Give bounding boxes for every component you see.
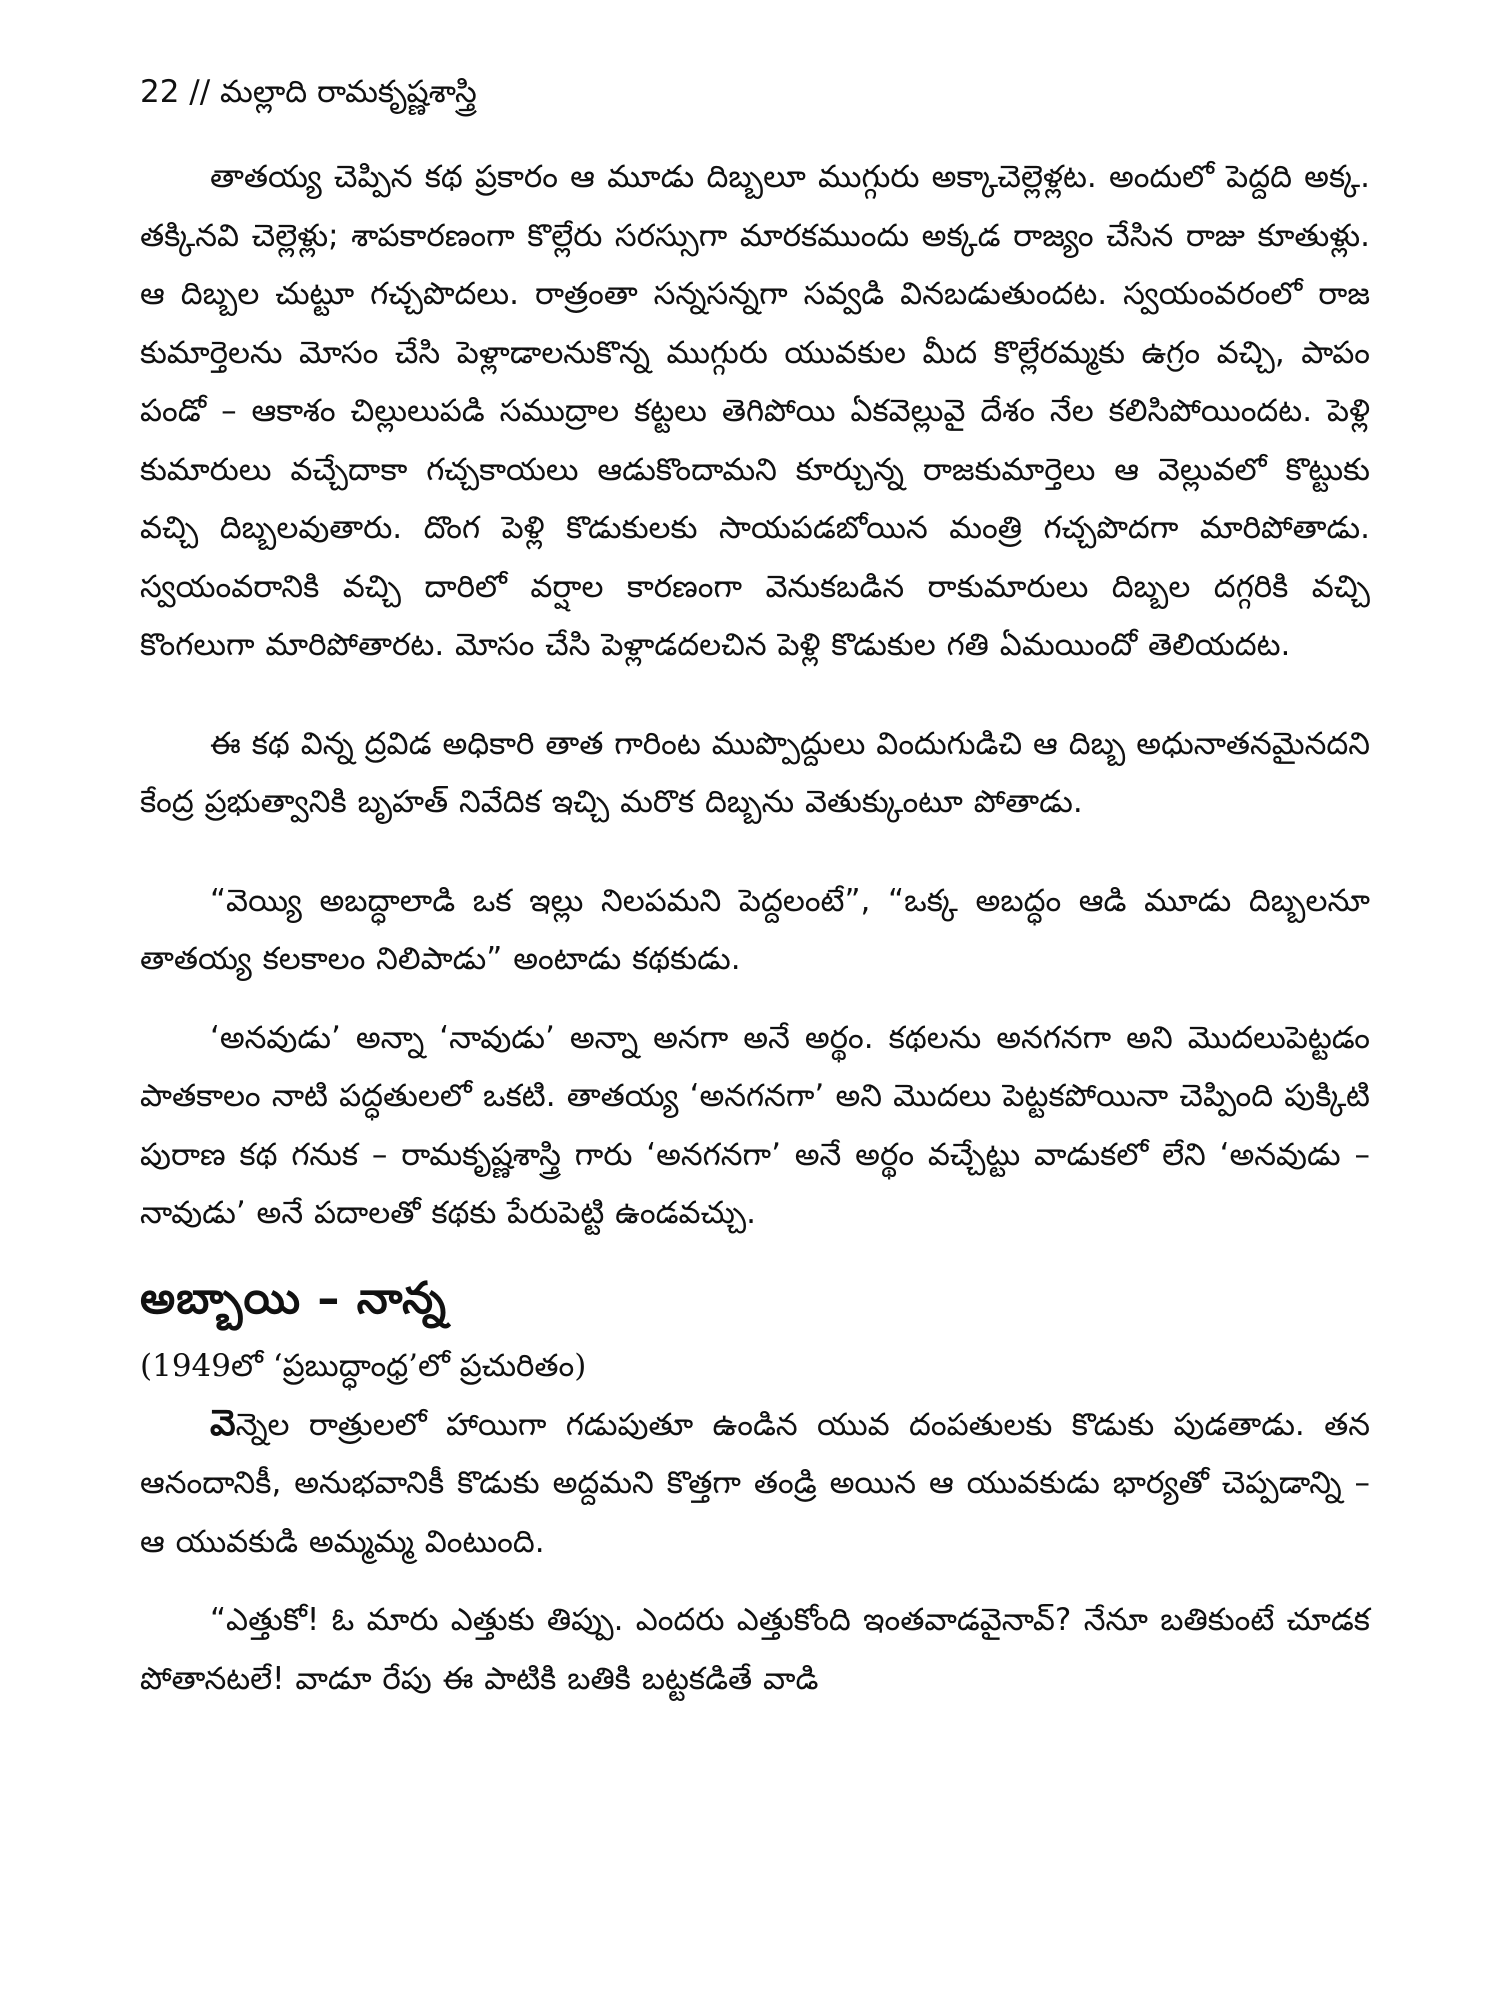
paragraph-grandmother-quote: “ఎత్తుకో! ఓ మారు ఎత్తుకు తిప్పు. ఎందరు ఎత్తుకోంది ఇంతవాడవైనావ్? నేనూ బతికుంటే చూడక పోతానటలే! వాడూ రేపు ఈ పాటికి బతికి బట్టకడితే వాడి [140,1602,1370,1697]
book-page [140,70,1370,1970]
paragraph-section-opening [140,1395,1370,1572]
paragraph-dravida-officer: ఈ కథ విన్న ద్రవిడ అధికారి తాత గారింట ముప్పొద్దులు విందుగుడిచి ఆ దిబ్బ అధునాతనమైనదని కేంద్ర ప్రభుత్వానికి బృహత్ నివేదిక ఇచ్చి మరొక దిబ్బను వెతుక్కుంటూ పోతాడు. [140,725,1370,820]
paragraph-story-summary: తాతయ్య చెప్పిన కథ ప్రకారం ఆ మూడు దిబ్బలూ ముగ్గురు అక్కాచెల్లెళ్లట. అందులో పెద్దది అక్క. తక్కినవి చెల్లెళ్లు; శాపకారణంగా కొల్లేరు సరస్సుగా మారకముందు అక్కడ రాజ్యం చేసిన రాజు కూతుళ్లు. ఆ దిబ్బల చుట్టూ గచ్చపొదలు. రాత్రంతా సన్నసన్నగా సవ్వడి వినబడుతుందట. స్వయంవరంలో రాజ కుమార్తెలను మోసం చేసి పెళ్లాడాలనుకొన్న ముగ్గురు యువకుల మీద కొల్లేరమ్మకు ఉగ్రం వచ్చి, పాపం పండో – ఆకాశం చిల్లులుపడి సముద్రాల కట్టలు తెగిపోయి ఏకవెల్లువై దేశం నేల కలిసిపోయిందట. పెళ్లి కుమారులు వచ్చేదాకా గచ్చకాయలు ఆడుకొందామని కూర్చున్న రాజకుమార్తెలు ఆ వెల్లువలో కొట్టుకు వచ్చి దిబ్బలవుతారు. దొంగ పెళ్లి కొడుకులకు సాయపడబోయిన మంత్రి గచ్చపొదగా మారిపోతాడు. స్వయంవరానికి వచ్చి దారిలో వర్షాల కారణంగా వెనుకబడిన రాకుమారులు దిబ్బల దగ్గరికి వచ్చి కొంగలుగా మారిపోతారట. మోసం చేసి పెళ్లాడదలచిన పెళ్లి కొడుకుల గతి ఏమయిందో తెలియదట. [140,159,1370,663]
opening-letter: వె [210,1402,236,1444]
opening-text: న్నెల రాత్రులలో హాయిగా గడుపుతూ ఉండిన యువ దంపతులకు కొడుకు పుడతాడు. తన ఆనందానికీ, అనుభవానికీ కొడుకు అద్దమని కొత్తగా తండ్రి అయిన ఆ యువకుడు భార్యతో చెప్పడాన్ని – ఆ యువకుడి అమ్మమ్మ వింటుంది. [140,1406,1370,1560]
running-head: 22 // మల్లాది రామకృష్ణశాస్త్రి [140,74,477,110]
publication-note: (1949లో ‘ప్రబుద్ధాంధ్ర’లో ప్రచురితం) [140,1347,587,1384]
paragraph-quote-lies: “వెయ్యి అబద్ధాలాడి ఒక ఇల్లు నిలపమని పెద్దలంటే”, “ఒక్క అబద్ధం ఆడి మూడు దిబ్బలనూ తాతయ్య కలకాలం నిలిపాడు” అంటాడు కథకుడు. [140,882,1370,977]
section-title: అబ్బాయి – నాన్న [140,1272,448,1324]
paragraph-anavudu-meaning: ‘అనవుడు’ అన్నా ‘నావుడు’ అన్నా అనగా అనే అర్థం. కథలను అనగనగా అని మొదలుపెట్టడం పాతకాలం నాటి పద్ధతులలో ఒకటి. తాతయ్య ‘అనగనగా’ అని మొదలు పెట్టకపోయినా చెప్పింది పుక్కిటి పురాణ కథ గనుక – రామకృష్ణశాస్త్రి గారు ‘అనగనగా’ అనే అర్థం వచ్చేట్టు వాడుకలో లేని ‘అనవుడు – నావుడు’ అనే పదాలతో కథకు పేరుపెట్టి ఉండవచ్చు. [140,1019,1370,1231]
